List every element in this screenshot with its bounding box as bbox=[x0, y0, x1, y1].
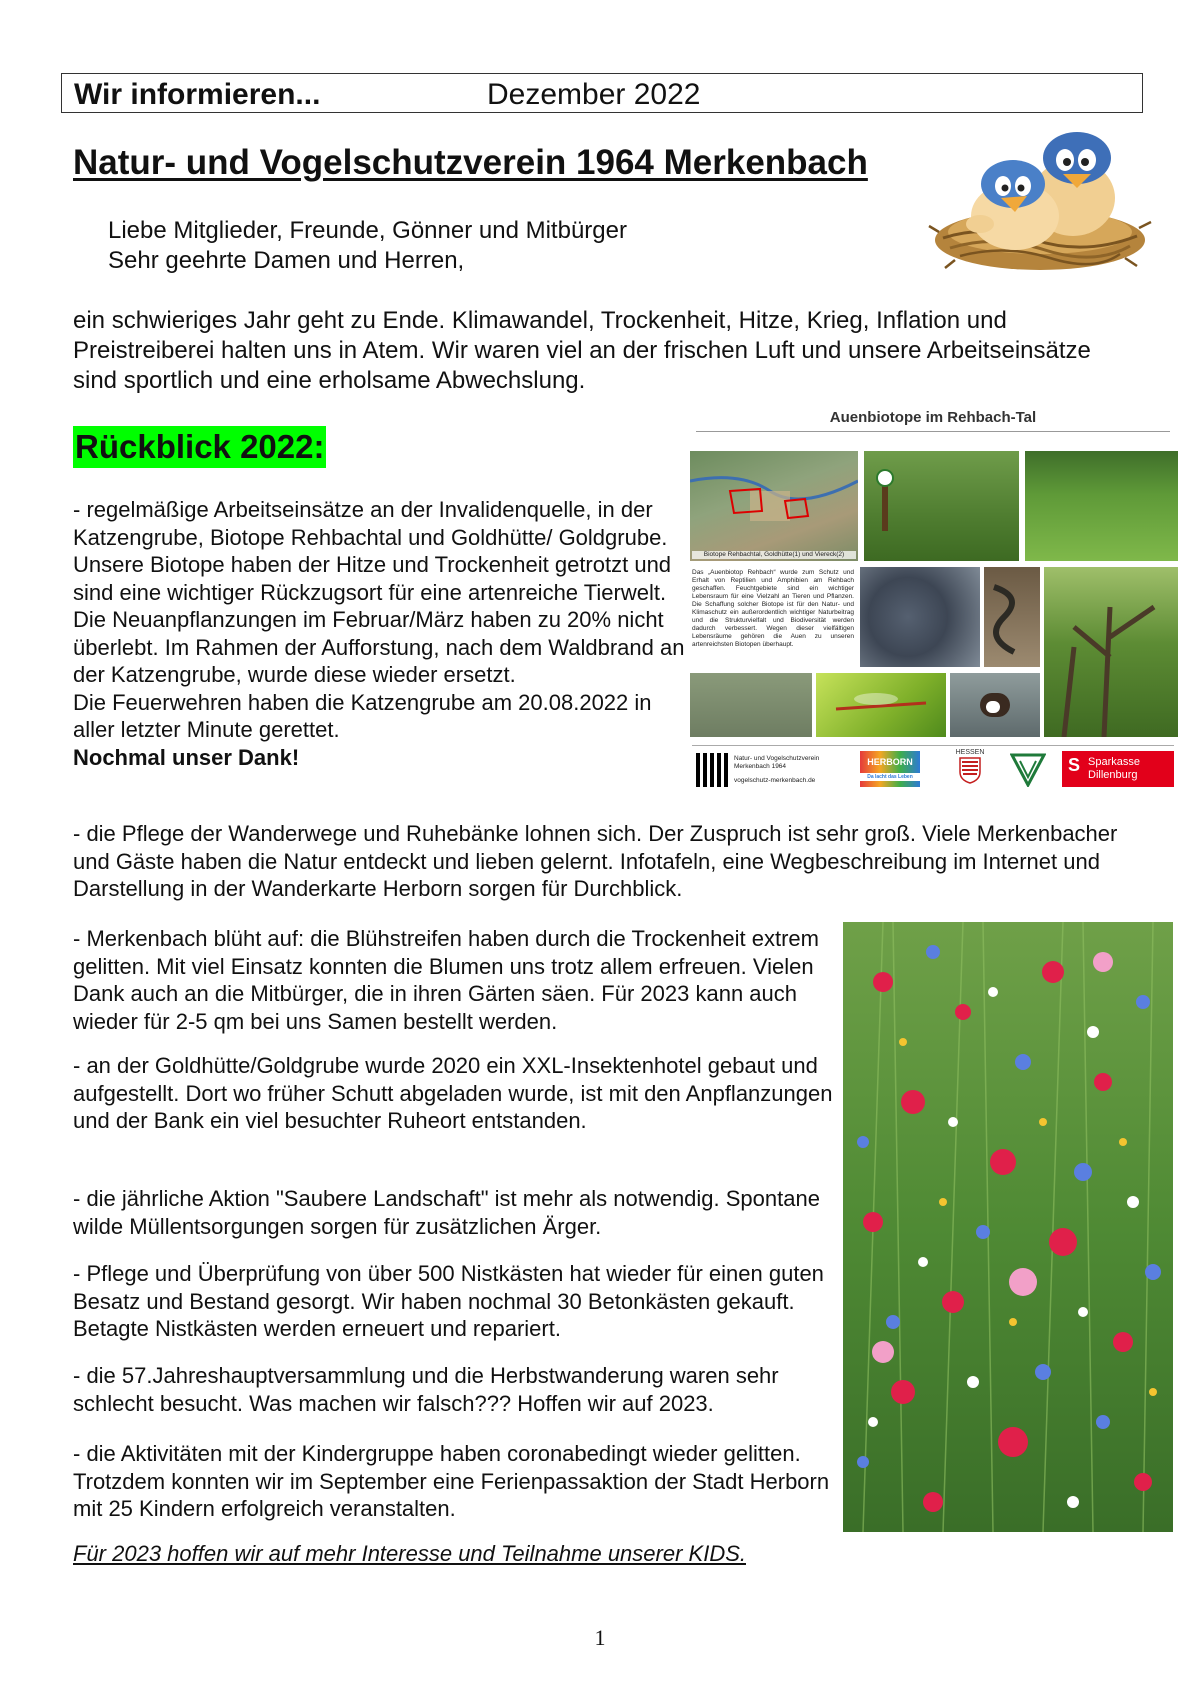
greeting-line-2: Sehr geehrte Damen und Herren, bbox=[108, 247, 465, 274]
hessen-logo-text: HESSEN bbox=[955, 749, 985, 756]
page-number: 1 bbox=[594, 1625, 606, 1650]
flower-meadow-photo bbox=[843, 922, 1173, 1532]
closing-note: Für 2023 hoffen wir auf mehr Interesse und Teilnahme unserer KIDS. bbox=[73, 1541, 746, 1566]
paragraph-insektenhotel: - an der Goldhütte/Goldgrube wurde 2020 ein XXL-Insektenhotel gebaut und aufgestellt. Dort wo früher Schutt abgeladen wurde, ist mit den Anpflanzungen und der Bank ein viel besuchter Ruheort entstanden. bbox=[73, 1053, 833, 1133]
herborn-logo bbox=[860, 751, 920, 787]
paragraph-text: - regelmäßige Arbeitseinsätze an der Invalidenquelle, in der Katzengrube, Biotope Rehbachtal und Goldhütte/ Goldgrube. Unsere Biotope haben der Hitze und Trockenheit getrotzt und sind eine wichtiger Rückzugsort für eine artenreiche Tierwelt. Die Neuanpflanzungen im Februar/März haben zu 20% nicht überlebt. Im Rahmen der Aufforstung, nach dem Waldbrand an der Katzengrube, wurde diese wieder ersetzt. bbox=[73, 497, 685, 687]
sparkasse-text-2: Dillenburg bbox=[1088, 769, 1138, 781]
sparkasse-text-1: Sparkasse bbox=[1088, 756, 1140, 768]
sign-photo bbox=[864, 451, 1019, 561]
forest-photo bbox=[1044, 567, 1178, 737]
biotope-poster bbox=[688, 403, 1178, 793]
paragraph-jahreshauptversammlung: - die 57.Jahreshauptversammlung und die Herbstwanderung waren sehr schlecht besucht. Was machen wir falsch??? Hoffen wir auf 2023. bbox=[73, 1363, 779, 1416]
paragraph-arbeitseinsaetze bbox=[73, 496, 693, 771]
club-url: vogelschutz-merkenbach.de bbox=[734, 777, 816, 784]
poster-title: Auenbiotope im Rehbach-Tal bbox=[829, 409, 1037, 426]
tadpoles-photo bbox=[690, 673, 812, 737]
header-date: Dezember 2022 bbox=[487, 78, 701, 111]
snake-photo bbox=[984, 567, 1040, 667]
herborn-logo-tagline: Da lacht das Leben bbox=[860, 773, 920, 781]
meadow-photo bbox=[1025, 451, 1178, 561]
club-line-1: Natur- und Vogelschutzverein bbox=[734, 755, 820, 762]
page-title: Natur- und Vogelschutzverein 1964 Merkenbach bbox=[73, 143, 868, 182]
map-caption: Biotope Rehbachtal, Goldhütte(1) und Viereck(2) bbox=[692, 551, 856, 559]
dipper-photo bbox=[950, 673, 1040, 737]
paragraph-saubere-landschaft: - die jährliche Aktion "Saubere Landschaft" ist mehr als notwendig. Spontane wilde Müllentsorgungen sorgen für zusätzlichen Ärger. bbox=[73, 1186, 820, 1239]
intro-paragraph: ein schwieriges Jahr geht zu Ende. Klimawandel, Trockenheit, Hitze, Krieg, Inflation und Preistreiberei halten uns in Atem. Wir waren viel an der frischen Luft und unsere Arbeitseinsätze sind sportlich und eine erholsame Abwechslung. bbox=[73, 307, 1091, 394]
sparkasse-s-icon: S bbox=[1068, 755, 1081, 775]
header-box bbox=[61, 73, 1143, 113]
hessen-shield-icon bbox=[958, 756, 982, 784]
club-line-2: Merkenbach 1964 bbox=[734, 763, 787, 770]
greeting bbox=[108, 216, 627, 276]
dragonfly-photo bbox=[816, 673, 946, 737]
herborn-logo-text: HERBORN bbox=[867, 757, 913, 767]
paragraph-nistkaesten: - Pflege und Überprüfung von über 500 Nistkästen hat wieder für einen guten Besatz und Bestand gesorgt. Wir haben nochmal 30 Betonkästen gekauft. Betagte Nistkästen werden erneuert und repariert. bbox=[73, 1261, 824, 1341]
paragraph-bluehstreifen: - Merkenbach blüht auf: die Blühstreifen haben durch die Trockenheit extrem gelitten. Mit viel Einsatz konnten die Blumen uns trotz allem erfreuen. Vielen Dank auch an die Mitbürger, die in ihren Gärten säen. Für 2023 kann auch wieder für 2-5 qm bei uns Samen bestellt werden. bbox=[73, 926, 819, 1034]
paragraph-text: Die Feuerwehren haben die Katzengrube am 20.08.2022 in aller letzter Minute gerettet. bbox=[73, 689, 652, 742]
thanks-text: Nochmal unser Dank! bbox=[73, 744, 300, 770]
hessen-logo bbox=[950, 749, 990, 786]
sparkasse-logo bbox=[1062, 751, 1174, 787]
nabu-triangle-icon bbox=[1010, 751, 1046, 787]
header-label: Wir informieren... bbox=[74, 78, 321, 111]
poster-rule bbox=[696, 431, 1170, 432]
greeting-line-1: Liebe Mitglieder, Freunde, Gönner und Mitbürger bbox=[108, 217, 627, 244]
bird-nest-illustration bbox=[925, 128, 1155, 278]
paragraph-kindergruppe: - die Aktivitäten mit der Kindergruppe haben coronabedingt wieder gelitten. Trotzdem konnten wir im September eine Ferienpassaktion der Stadt Herborn mit 25 Kindern erfolgreich veranstalten. bbox=[73, 1441, 830, 1521]
poster-info-text: Das „Auenbiotop Rehbach“ wurde zum Schutz und Erhalt von Reptilien und Amphibien am Rehbach geschaffen. Feuchtgebiete sind ein wichtiger Lebensraum für eine Vielzahl an Tieren und Pflanzen. Die Schaffung solcher Biotope ist für den Natur- und Klimaschutz ein außerordentlich wichtiger Naturbeitrag und die Strukturvielfalt und Biodiversität werden dadurch verbessert. Wegen dieser vielfältigen Lebensräume gehören die Auen zu unseren artenreichsten Biotopen überhaupt. bbox=[692, 569, 854, 648]
qr-code-icon bbox=[696, 753, 730, 787]
paragraph-wanderwege: - die Pflege der Wanderwege und Ruhebänke lohnen sich. Der Zuspruch ist sehr groß. Viele Merkenbacher und Gäste haben die Natur entdeckt und lieben gelernt. Infotafeln, eine Wegbeschreibung im Internet und Darstellung in der Wanderkarte Herborn sorgen für Durchblick. bbox=[73, 821, 1118, 901]
aerial-map-photo bbox=[690, 451, 858, 561]
frogspawn-photo bbox=[860, 567, 980, 667]
rueckblick-heading: Rückblick 2022: bbox=[73, 426, 326, 468]
logos-divider bbox=[692, 745, 1174, 746]
